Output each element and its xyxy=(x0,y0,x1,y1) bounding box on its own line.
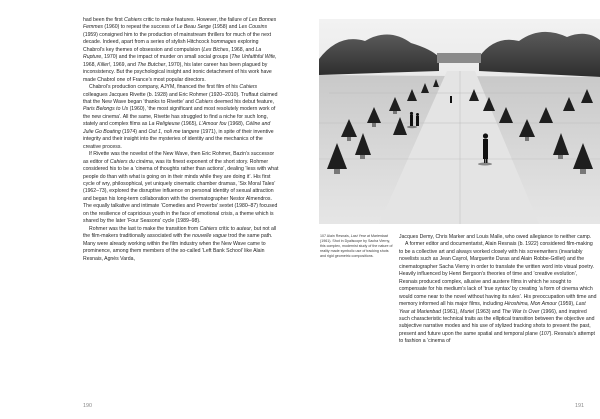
text-run: 107 Alain Resnais, xyxy=(320,234,351,238)
body-paragraph xyxy=(399,234,597,241)
text-run: ). Resnais’s attempt to fashion a ‘cinema of xyxy=(399,330,595,345)
text-run: Rohmer was the last to make the transition from xyxy=(89,225,200,232)
text-run: (1963) and xyxy=(474,308,502,315)
italic-title-text: Céline and Julie Go Boating xyxy=(83,121,271,135)
text-run: colleagues Jacques Rivette (b. 1928) and Eric Rohmer (1920–2010). Truffaut claimed that the New Wave began ‘thanks to Rivette’ and xyxy=(83,91,278,105)
text-run: Jacques Demy, Chris Marker and Louis Malle, who owed allegiance to neither camp. xyxy=(399,234,592,240)
italic-title-text: La Religieuse xyxy=(148,121,180,128)
text-run: (1966), and inspired such characteristic technical traits as the elliptical transition between the objective and subjective narrative modes and his use of stylized tracking shots to present the past, present and future upon the same spatial and temporal plane ( xyxy=(399,308,595,337)
italic-title-text: Out 1, noli me tangere xyxy=(148,128,200,135)
text-run: , 1970), his later career has been plagued by inconsistency. But the psychological insight and ironic detachment of his work have made Chabrol one of France’s most popular directors. xyxy=(83,61,272,83)
italic-title-text: Le Beau Serge xyxy=(176,24,212,31)
text-run: (1960) to repeat the success of xyxy=(103,24,177,31)
italic-title-text: Last Year at Marienbad xyxy=(399,301,586,315)
italic-title-text: L’Amour fou xyxy=(199,121,227,128)
italic-title-text: Hiroshima, Mon Amour xyxy=(504,301,557,308)
text-run: critic to xyxy=(217,225,237,232)
text-run: (1960), ‘the most significant and most resolutely modern work of the new cinema’. All the same, Rivette has struggled to find a niche for such long, stately and complex films as xyxy=(83,106,276,128)
text-run: (1971), in spite of their inventive integrity and their insight into the mysteries of identity and the mechanics of the creative process. xyxy=(83,128,274,150)
left-page-text xyxy=(83,17,279,263)
italic-title-text: La Rupture xyxy=(83,46,262,61)
italic-title-text: Cahiers xyxy=(124,17,142,23)
body-paragraph xyxy=(83,226,279,263)
italic-title-text: Les Bonnes Femmes xyxy=(83,17,277,31)
text-run: , 1970) and the impact of murder on small social groups ( xyxy=(101,54,232,61)
italic-title-text: Cahiers xyxy=(199,225,218,232)
text-run: , 1968, xyxy=(83,54,277,68)
italic-title-text: Les Biches xyxy=(203,46,229,53)
text-run: (1968), xyxy=(226,121,246,128)
italic-title-text: Cahiers du cinéma xyxy=(109,158,153,165)
text-run: , 1968, and xyxy=(228,46,256,53)
left-page-number: 190 xyxy=(83,403,92,409)
text-run: , but not all the film-makers traditionally associated with the xyxy=(83,225,277,240)
body-paragraph xyxy=(83,84,279,151)
marienbad-garden-image xyxy=(319,19,600,224)
text-run: (1959), xyxy=(556,301,576,308)
right-page-text xyxy=(399,234,597,346)
text-run: (1961), xyxy=(441,308,461,315)
text-run: (1958) and xyxy=(211,24,239,31)
italic-title-text: Cahiers xyxy=(195,98,213,105)
italic-title-text: The War Is Over xyxy=(501,308,540,315)
text-run: (1961). Shot in Dyaliscope by Sacha Vierny, this complex, modernist study of the nature of reality made symbolic use of tracking shots and rigid geometric compositions. xyxy=(320,239,393,259)
text-run: , was its finest exponent of the short story. Rohmer considered his to be a ‘cinema of thoughts rather than actions’, dealing ‘less with what people do than with what is going on in their minds while they are doing it’. His first cycle of wry, philosophical, yet uniquely cinematic chamber dramas, ‘Six Moral Tales’ (1962–73), explored the disruptive influence on personal identity of sexual attraction and began his long-term collaboration with the cinematographer Nestor Almendros. The equally talkative and intimate ‘Comedies and Proverbs’ sextet (1980–87) focused on the resilience of capricious youth in the face of emotional crisis, a theme which is shared by the later ‘Four Seasons’ cycle (1989–98). xyxy=(83,158,279,225)
body-paragraph xyxy=(83,17,279,84)
italic-title-text: Cahiers xyxy=(239,84,258,91)
text-run: Chabrol’s production company, AJYM, financed the first film of his xyxy=(89,84,240,91)
photo-caption xyxy=(320,234,393,259)
text-run: critic to make features. However, the failure of xyxy=(141,17,250,23)
italic-title-text: auteur xyxy=(236,225,252,232)
italic-title-text: nouvelle vague xyxy=(192,233,227,240)
text-run: deemed his debut feature, xyxy=(212,98,275,105)
text-run: exploring Chabrol’s key themes of obsession and compulsion ( xyxy=(83,39,259,53)
italic-title-text: Last Year at Marienbad xyxy=(350,234,388,238)
italic-title-text: Les Cousins xyxy=(238,24,268,31)
text-run: (1959) consigned him to the production of mainstream thrillers for much of the next decade. Indeed, apart from a series of stylish Hitchcock xyxy=(83,31,272,46)
italic-title-text: hommages xyxy=(210,39,237,46)
italic-title-text: The Butcher xyxy=(137,61,166,68)
italic-title-text: The Unfaithful Wife xyxy=(231,54,275,61)
text-run: (1974) and xyxy=(120,128,149,135)
text-run: (1965), xyxy=(179,121,200,128)
text-run: A former editor and documentarist, Alain Resnais (b. 1922) considered film-making to be a collective art and always worked closely with his screenwriters (invariably novelists such as Jean Cayrol, Marguerite Duras and Alain Robbe-Grillet) and the cinematographer Sacha Vierny in order to translate the written word into visual poetry. Heavily influenced by Henri Bergson’s theories of time and ‘creative evolution’, Resnais produced complex, allusive and austere films in which he sought to compensate for his medium’s lack of ‘true syntax’ by creating ‘a form of cinema which would come near to the novel without having its rules’. His preoccupation with time and memory informed all his major films, including xyxy=(399,241,597,308)
right-page-number: 191 xyxy=(575,403,584,409)
text-run: , 1969, and xyxy=(110,61,138,68)
text-run: had been the first xyxy=(83,17,125,23)
text-run: If Rivette was the novelist of the New Wave, then Eric Rohmer, Bazin’s successor as editor of xyxy=(83,151,275,165)
italic-title-text: Killer! xyxy=(97,61,111,68)
italic-title-text: Paris Belongs to Us xyxy=(83,106,129,113)
italic-title-text: Muriel xyxy=(460,308,475,315)
body-paragraph xyxy=(83,151,279,226)
body-paragraph xyxy=(399,241,597,345)
text-run: trod the same path. Many were already working within the film industry when the New Wave came to prominence, among them members of the so-called ‘Left Bank School’ like Alain Resnais, Agnès Varda, xyxy=(83,233,273,262)
italic-title-text: 107 xyxy=(541,330,550,337)
film-still-photo xyxy=(319,19,600,224)
